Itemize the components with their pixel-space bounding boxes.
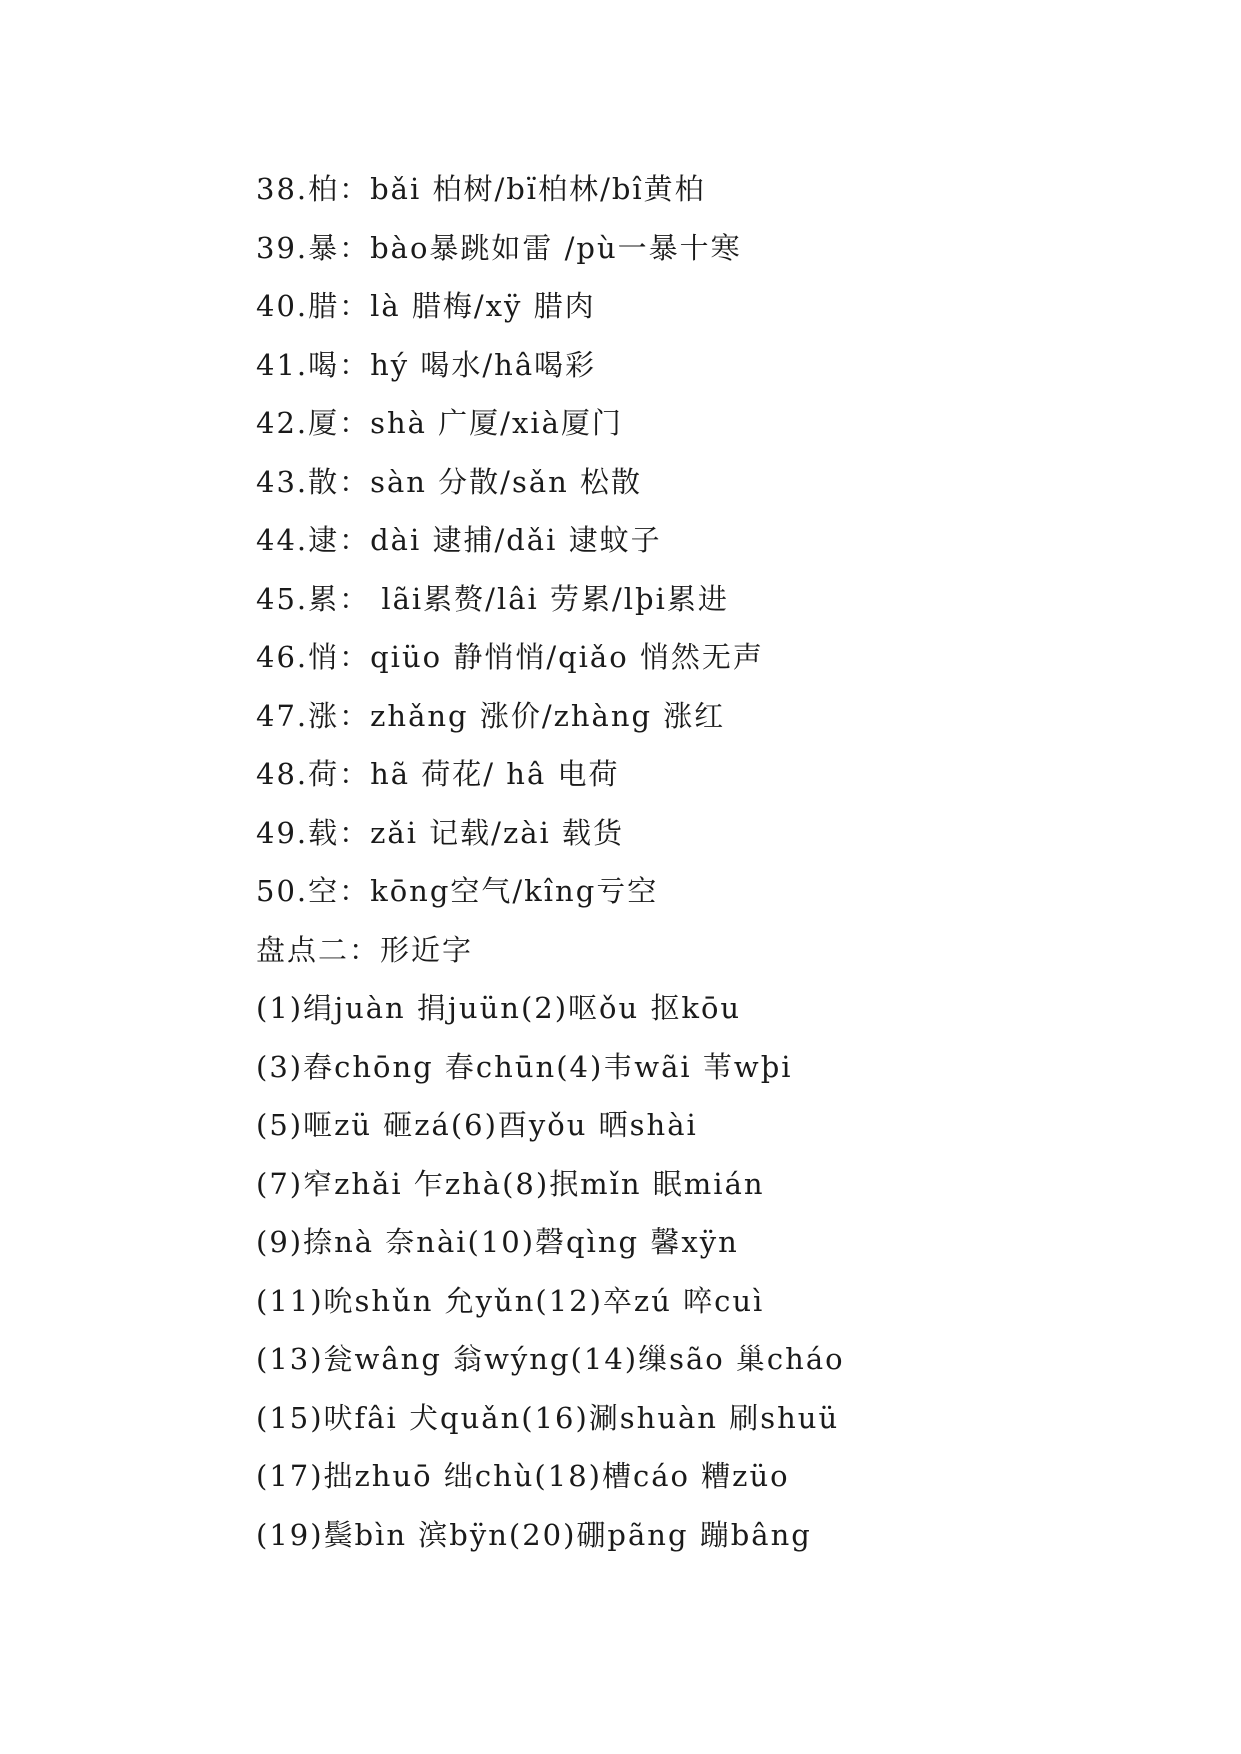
text-line: (13)瓮wâng 翁wýng(14)缫são 巢cháo <box>256 1342 845 1376</box>
text-line: 47.涨：zhǎng 涨价/zhàng 涨红 <box>256 698 726 733</box>
text-line: 38.柏：bǎi 柏树/bï柏林/bî黄柏 <box>256 172 706 206</box>
section-heading: 盘点二：形近字 <box>256 932 474 967</box>
text-line: (19)鬓bìn 滨bÿn(20)硼pãng 蹦bâng <box>256 1517 812 1552</box>
text-line: 44.逮：dài 逮捕/dǎi 逮蚊子 <box>256 523 662 557</box>
text-line: 49.载：zǎi 记载/zài 载货 <box>256 815 625 850</box>
text-line: (15)吠fâi 犬quǎn(16)涮shuàn 刷shuü <box>256 1400 840 1435</box>
text-line: (17)拙zhuō 绌chù(18)槽cáo 糟züo <box>256 1459 790 1493</box>
text-line: (1)绢juàn 捐juün(2)呕ǒu 抠kōu <box>256 991 742 1025</box>
text-line: 48.荷：hã 荷花/ hâ 电荷 <box>256 757 620 791</box>
text-line: (11)吮shǔn 允yǔn(12)卒zú 啐cuì <box>256 1283 765 1318</box>
text-line: 42.厦：shà 广厦/xià厦门 <box>256 406 623 440</box>
text-line: (7)窄zhǎi 乍zhà(8)抿mǐn 眠mián <box>256 1166 765 1201</box>
text-line: 41.喝：hý 喝水/hâ喝彩 <box>256 347 597 382</box>
text-line: 45.累： lãi累赘/lâi 劳累/lþi累进 <box>256 581 729 616</box>
text-line: 43.散：sàn 分散/sǎn 松散 <box>256 464 643 499</box>
text-line: 40.腊：là 腊梅/xÿ 腊肉 <box>256 289 596 323</box>
text-lines <box>256 160 1196 1564</box>
text-line: 50.空：kōng空气/kîng亏空 <box>256 874 659 908</box>
text-line: (3)舂chōng 春chūn(4)韦wãi 苇wþi <box>256 1049 793 1084</box>
text-line: 46.悄：qiüo 静悄悄/qiǎo 悄然无声 <box>256 640 764 674</box>
text-line: (9)捺nà 奈nài(10)磬qìng 馨xÿn <box>256 1225 739 1259</box>
text-line: (5)咂zü 砸zá(6)酉yǒu 晒shài <box>256 1108 698 1142</box>
text-line: 39.暴：bào暴跳如雷 /pù一暴十寒 <box>256 230 742 265</box>
